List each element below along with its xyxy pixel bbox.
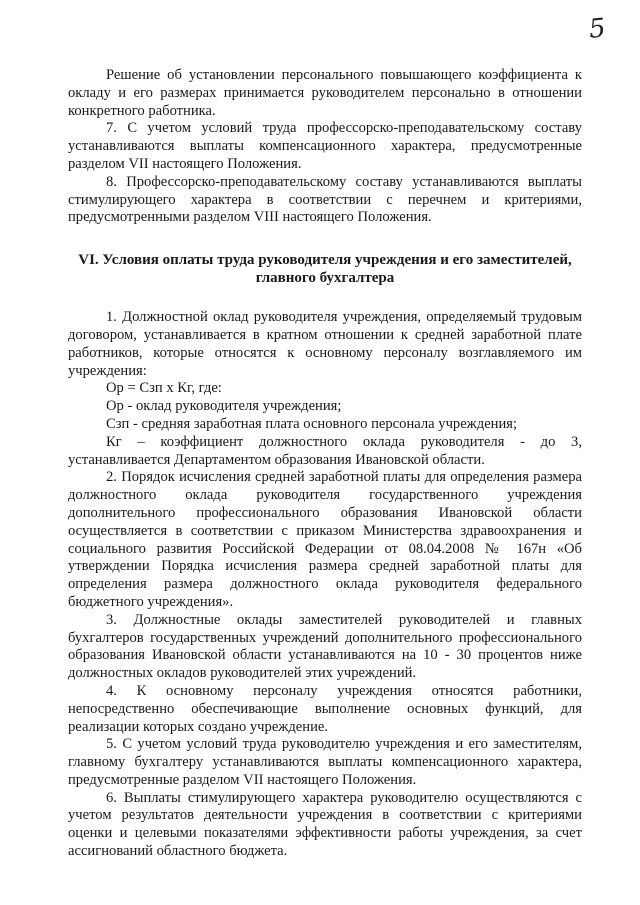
definition-kg: Кг – коэффициент должностного оклада руководителя - до 3, устанавливается Департаментом образования Ивановской области.	[68, 433, 582, 468]
definition-or: Ор - оклад руководителя учреждения;	[106, 398, 342, 415]
section-v-continuation	[68, 67, 582, 227]
definition-szp: Сзп - средняя заработная плата основного персонала учреждения;	[106, 415, 518, 432]
paragraph-item-3: 3. Должностные оклады заместителей руководителей и главных бухгалтеров государственных учреждений дополнительного профессионального образования Ивановской области устанавливаются на 10 - 30 процентов ниже должностных окладов руководителей этих учреждений.	[68, 611, 582, 682]
page-number: 5	[587, 13, 608, 45]
document-content	[68, 67, 582, 861]
section-vi-body	[68, 309, 582, 861]
paragraph-item-2: 2. Порядок исчисления средней заработной платы для определения размера должностного оклада руководителя государственного учреждения дополнительного профессионального образования Ивановской области осуществляется в соответствии с приказом Министерства здравоохранения и социального развития Российской Федерации от 08.04.2008 № 167н «Об утверждении Порядка исчисления размера средней заработной платы для определения размера должностного оклада руководителя федерального бюджетного учреждения».	[68, 469, 582, 610]
paragraph-item-5: 5. С учетом условий труда руководителю учреждения и его заместителям, главному бухгалтеру устанавливаются выплаты компенсационного характера, предусмотренные разделом VII настоящего Положения.	[68, 736, 582, 788]
paragraph-item-7: 7. С учетом условий труда профессорско-преподавательскому составу устанавливаются выплаты компенсационного характера, предусмотренные разделом VII настоящего Положения.	[68, 120, 582, 172]
section-heading-line-2: главного бухгалтера	[255, 270, 395, 287]
paragraph-item-8: 8. Профессорско-преподавательскому составу устанавливаются выплаты стимулирующего характера в соответствии с перечнем и критериями, предусмотренными разделом VIII настоящего Положения.	[68, 173, 582, 226]
paragraph-item-1: 1. Должностной оклад руководителя учреждения, определяемый трудовым договором, устанавливается в кратном отношении к средней заработной плате работников, которые относятся к основному персоналу возглавляемого им учреждения:	[68, 309, 582, 379]
paragraph-item-4: 4. К основному персоналу учреждения относятся работники, непосредственно обеспечивающие выполнение основных функций, для реализации которых создано учреждение.	[68, 682, 582, 735]
section-heading	[68, 251, 582, 287]
section-heading-line-1: VI. Условия оплаты труда руководителя учреждения и его заместителей,	[78, 252, 572, 269]
formula-line: Ор = Сзп х Кг, где:	[106, 380, 222, 397]
paragraph-personal-coefficient: Решение об установлении персонального повышающего коэффициента к окладу и его размерах принимается руководителем персонально в отношении конкретного работника.	[68, 67, 582, 119]
paragraph-item-6: 6. Выплаты стимулирующего характера руководителю осуществляются с учетом результатов деятельности учреждения в соответствии с критериями оценки и целевыми показателями эффективности работы учреждения, за счет ассигнований областного бюджета.	[68, 789, 582, 860]
